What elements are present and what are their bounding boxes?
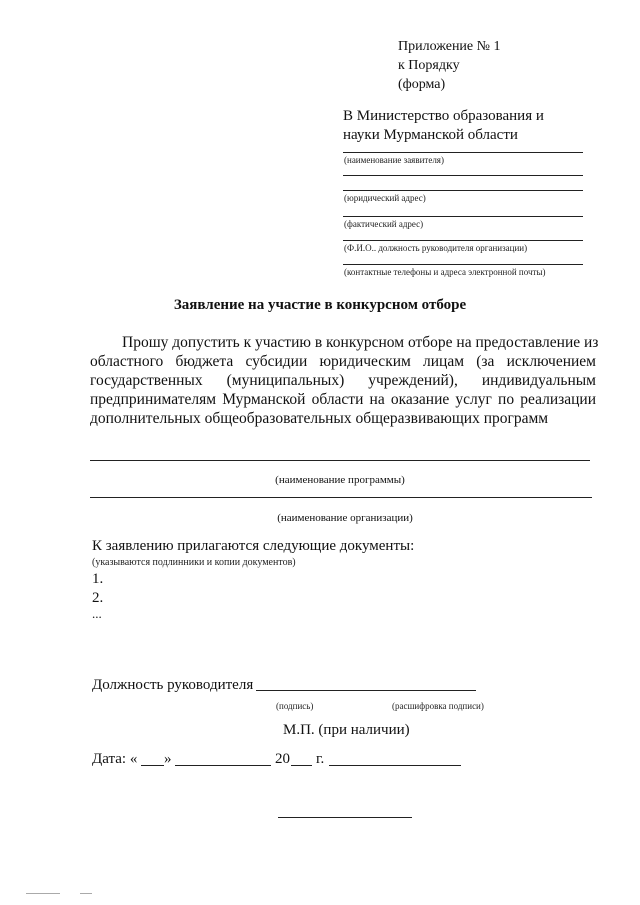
signature-caption: (подпись) (276, 701, 314, 711)
date-year-suffix: г. (316, 751, 325, 767)
program-name-caption: (наименование программы) (275, 474, 405, 486)
date-quote-close: » (164, 751, 172, 767)
document-item-2: 2. (92, 590, 104, 606)
paragraph-line-5: дополнительных общеобразовательных общеразвивающих программ (90, 410, 549, 427)
documents-heading: К заявлению прилагаются следующие документы: (92, 538, 415, 554)
program-name-line (90, 460, 590, 461)
addressee-block (343, 107, 544, 145)
annex-line-2: к Порядку (398, 58, 460, 73)
stamp-label: М.П. (при наличии) (283, 722, 410, 738)
document-item-more: ... (92, 606, 102, 621)
head-caption: (Ф.И.О.. должность руководителя организации) (344, 243, 528, 253)
annex-block (398, 37, 501, 94)
footer-divider (278, 817, 412, 818)
scan-mark-2 (80, 893, 92, 894)
signature-line (256, 690, 476, 691)
position-label: Должность руководителя (92, 677, 254, 693)
actual-address-caption: (фактический адрес) (344, 219, 424, 229)
date-extra-line (329, 765, 461, 766)
applicant-name-caption: (наименование заявителя) (344, 155, 444, 165)
legal-address-caption: (юридический адрес) (344, 193, 426, 203)
legal-address-line-1 (343, 175, 583, 176)
request-paragraph (90, 333, 599, 428)
page-title: Заявление на участие в конкурсном отборе (173, 297, 467, 313)
document-item-1: 1. (92, 571, 104, 587)
contacts-line (343, 264, 583, 265)
organization-name-caption: (наименование организации) (277, 512, 413, 524)
paragraph-line-1: Прошу допустить к участию в конкурсном отборе на предоставление из (122, 334, 599, 351)
scan-mark-1 (26, 893, 60, 894)
date-year-line (291, 765, 312, 766)
date-year-prefix: 20 (275, 751, 290, 767)
contacts-caption: (контактные телефоны и адреса электронной почты) (344, 267, 546, 277)
annex-line-1: Приложение № 1 (398, 39, 501, 54)
addressee-line-2: науки Мурманской области (343, 127, 518, 143)
documents-note: (указываются подлинники и копии документов) (92, 557, 296, 568)
applicant-name-line (343, 152, 583, 153)
legal-address-line-2 (343, 190, 583, 191)
actual-address-line (343, 216, 583, 217)
date-day-line (141, 765, 164, 766)
paragraph-line-4: предпринимателям Мурманской области на оказание услуг по реализации (90, 391, 596, 408)
paragraph-line-2: областного бюджета субсидии юридическим лицам (за исключением (90, 353, 596, 370)
addressee-line-1: В Министерство образования и (343, 108, 544, 124)
date-month-line (175, 765, 271, 766)
head-line (343, 240, 583, 241)
date-label: Дата: « (92, 751, 138, 767)
paragraph-line-3: государственных (муниципальных) учреждений), индивидуальным (90, 372, 596, 389)
signature-decode-caption: (расшифровка подписи) (392, 701, 484, 711)
annex-line-3: (форма) (398, 77, 446, 92)
organization-name-line (90, 497, 592, 498)
